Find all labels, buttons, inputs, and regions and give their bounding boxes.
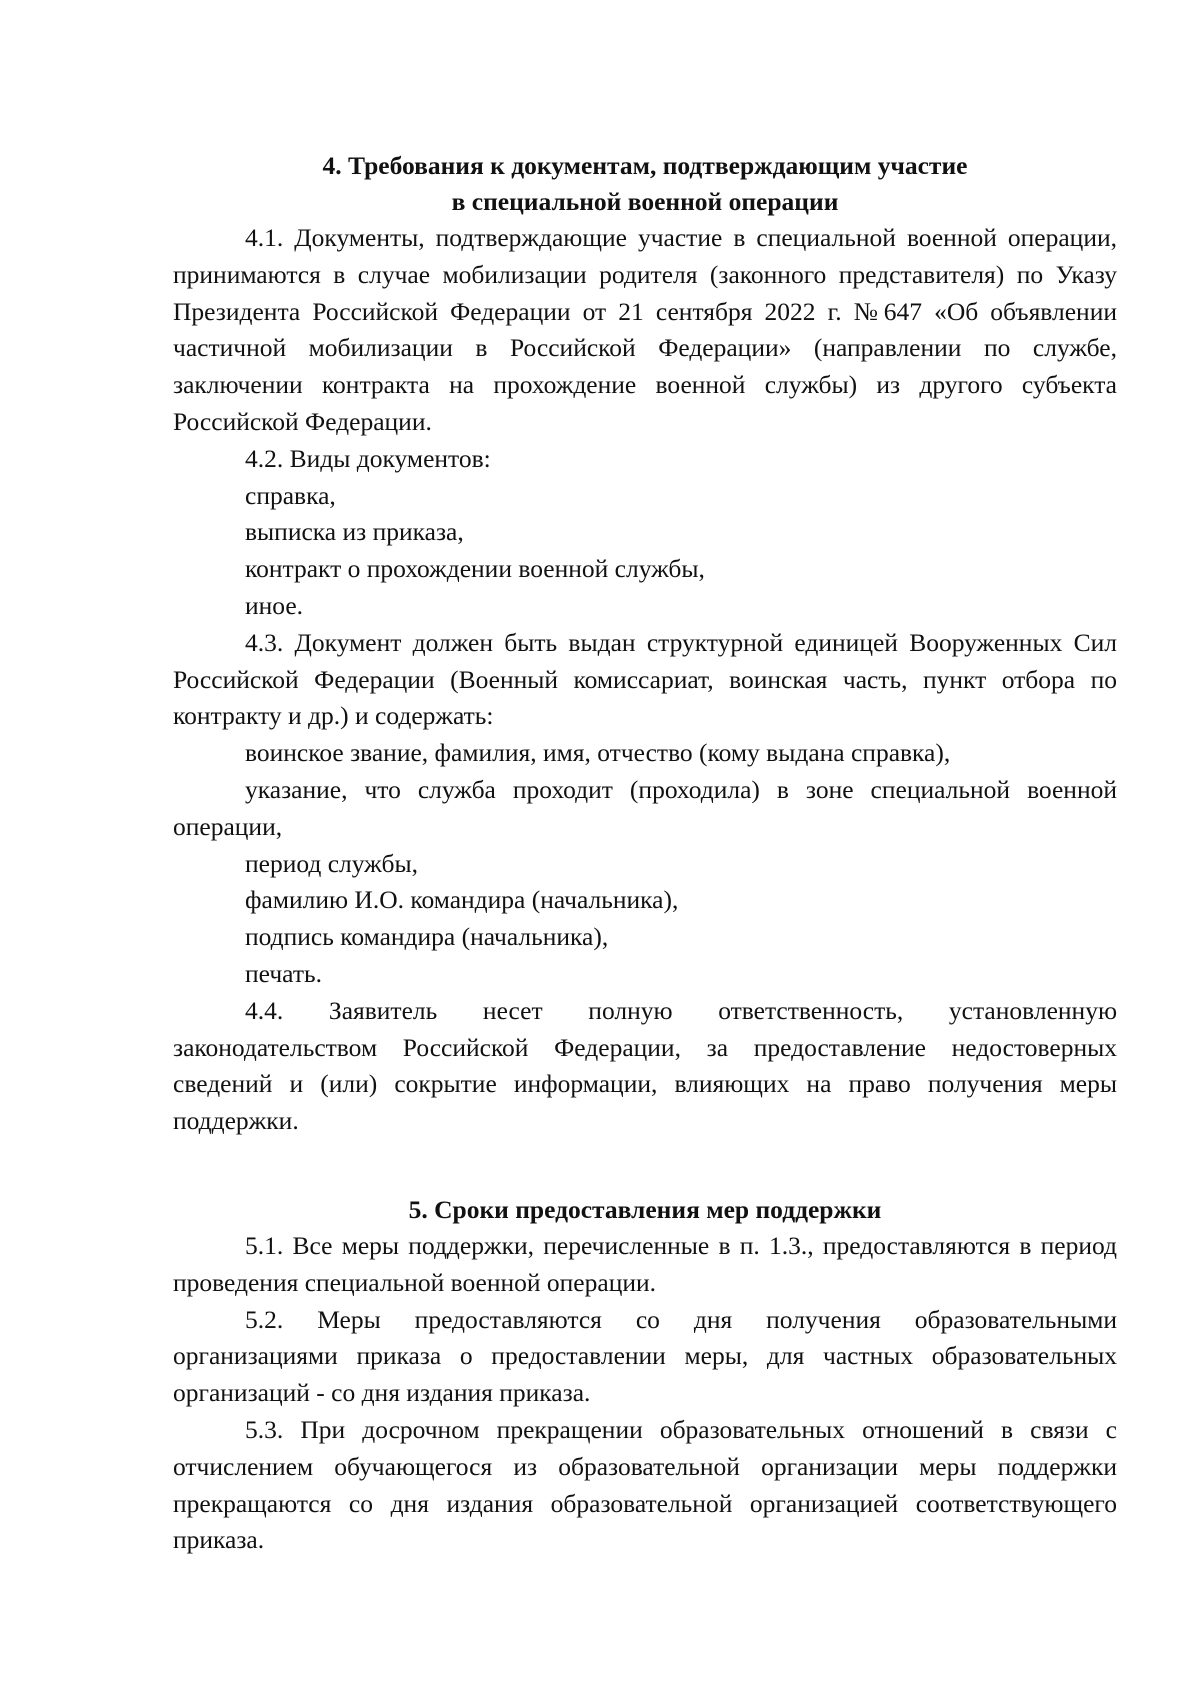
content-item: подпись командира (начальника), — [245, 922, 609, 952]
content-item: воинское звание, фамилия, имя, отчество (кому выдана справка), — [245, 738, 951, 768]
doc-type-item: иное. — [245, 590, 304, 620]
section-spacer — [173, 1140, 1117, 1192]
section-5-heading: 5. Сроки предоставления мер поддержки — [408, 1194, 882, 1224]
paragraph-5-2: 5.2. Меры предоставляются со дня получения образовательными организациями приказа о предоставлении меры, для частных образовательных организаций - со дня издания приказа. — [173, 1304, 1117, 1408]
section-4-heading-line-2: в специальной военной операции — [451, 187, 839, 216]
doc-type-item: справка, — [245, 480, 336, 510]
section-4-heading-line-1: 4. Требования к документам, подтверждающим участие — [322, 151, 968, 180]
content-item: указание, что служба проходит (проходила) в зоне специальной военной операции, — [173, 774, 1117, 841]
paragraph-4-4: 4.4. Заявитель несет полную ответственность, установленную законодательством Российской Федерации, за предоставление недостоверных сведений и (или) сокрытие информации, влияющих на право получения меры поддержки. — [173, 995, 1117, 1136]
paragraph-4-2: 4.2. Виды документов: — [245, 443, 491, 473]
doc-type-item: выписка из приказа, — [245, 517, 464, 547]
paragraph-5-3: 5.3. При досрочном прекращении образовательных отношений в связи с отчислением обучающегося из образовательной организации меры поддержки прекращаются со дня издания образовательной организацией соответствующего приказа. — [173, 1414, 1117, 1555]
content-item: печать. — [245, 958, 322, 988]
paragraph-5-1: 5.1. Все меры поддержки, перечисленные в п. 1.3., предоставляются в период проведения специальной военной операции. — [173, 1230, 1117, 1297]
doc-type-item: контракт о прохождении военной службы, — [245, 554, 705, 584]
content-item: фамилию И.О. командира (начальника), — [245, 885, 679, 915]
paragraph-4-3: 4.3. Документ должен быть выдан структурной единицей Вооруженных Сил Российской Федерации (Военный комиссариат, воинская часть, пункт отбора по контракту и др.) и содержать: — [173, 627, 1117, 731]
paragraph-4-1: 4.1. Документы, подтверждающие участие в специальной военной операции, принимаются в случае мобилизации родителя (законного представителя) по Указу Президента Российской Федерации от 21 сентября 2022 г. №647 «Об объявлении частичной мобилизации в Российской Федерации» (направлении по службе, заключении контракта на прохождение военной службы) из другого субъекта Российской Федерации. — [173, 223, 1117, 436]
section-4-heading — [173, 148, 1117, 220]
document-page — [173, 148, 1117, 1559]
content-item: период службы, — [245, 848, 418, 878]
